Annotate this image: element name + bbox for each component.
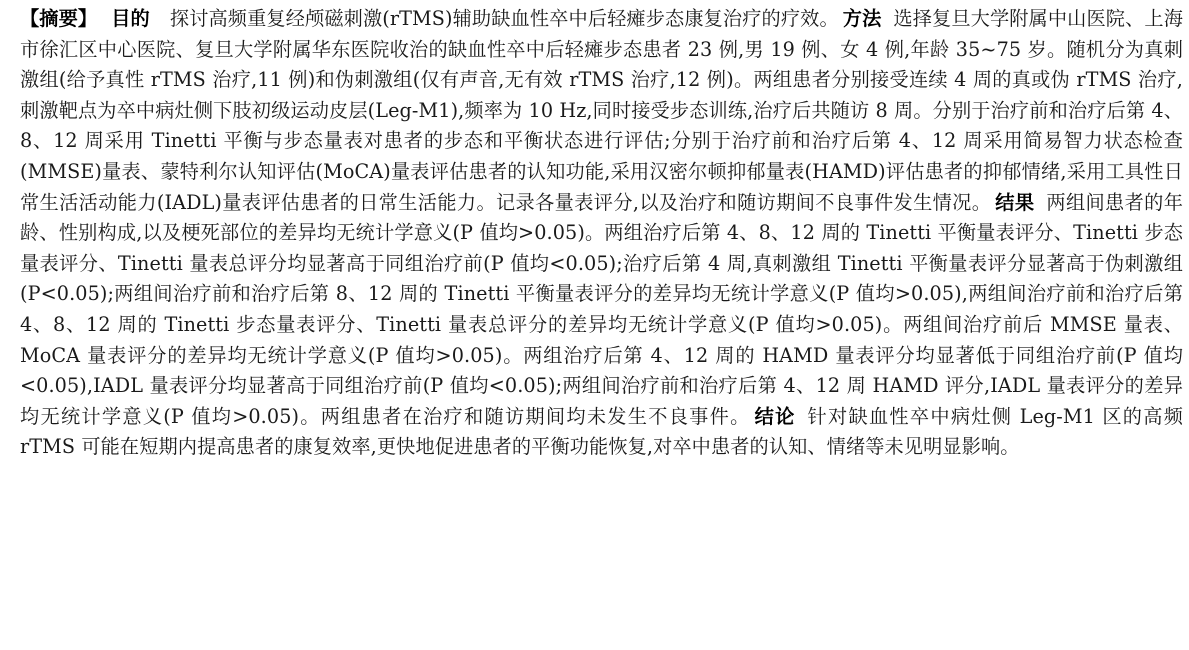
abstract-paragraph [20,4,1183,463]
conclusion-text: 针对缺血性卒中病灶侧 Leg-M1 区的高频 rTMS 可能在短期内提高患者的康复效率,更快地促进患者的平衡功能恢复,对卒中患者的认知、情绪等未见明显影响。 [20,404,1184,459]
objective-text: 探讨高频重复经颅磁刺激(rTMS)辅助缺血性卒中后轻瘫步态康复治疗的疗效。 [169,7,839,30]
results-label: 结果 [995,190,1035,214]
objective-label: 目的 [111,7,150,30]
conclusion-label: 结论 [754,404,796,428]
abstract-tag: 【摘要】 [20,7,98,30]
results-text: 两组间患者的年龄、性别构成,以及梗死部位的差异均无统计学意义(P 值均>0.05)。两组治疗后第 4、8、12 周的 Tinetti 平衡量表评分、Tinetti 步态量表评分、Tinetti 量表总评分均显著高于同组治疗前(P 值均<0.05);治疗后第 4 周,真刺激组 Tinetti 平衡量表评分显著高于伪刺激组(P<0.05);两组间治疗前和治疗后第 8、12 周的 Tinetti 平衡量表评分的差异均无统计学意义(P 值均>0.05),两组间治疗前和治疗后第 4、8、12 周的 Tinetti 步态量表评分、Tinetti 量表总评分的差异均无统计学意义(P 值均>0.05)。两组间治疗前后 MMSE 量表、MoCA 量表评分的差异均无统计学意义(P 值均>0.05)。两组治疗后第 4、12 周的 HAMD 量表评分均显著低于同组治疗前(P 值均<0.05),IADL 量表评分均显著高于同组治疗前(P 值均<0.05);两组间治疗前和治疗后第 4、12 周 HAMD 评分,IADL 量表评分的差异均无统计学意义(P 值均>0.05)。两组患者在治疗和随访期间均未发生不良事件。 [20,190,1183,428]
methods-text: 选择复旦大学附属中山医院、上海市徐汇区中心医院、复旦大学附属华东医院收治的缺血性卒中后轻瘫步态患者 23 例,男 19 例、女 4 例,年龄 35~75 岁。随机分为真刺激组(给予真性 rTMS 治疗,11 例)和伪刺激组(仅有声音,无有效 rTMS 治疗,12 例)。两组患者分别接受连续 4 周的真或伪 rTMS 治疗,刺激靶点为卒中病灶侧下肢初级运动皮层(Leg-M1),频率为 10 Hz,同时接受步态训练,治疗后共随访 8 周。分别于治疗前和治疗后第 4、8、12 周采用 Tinetti 平衡与步态量表对患者的步态和平衡状态进行评估;分别于治疗前和治疗后第 4、12 周采用简易智力状态检查(MMSE)量表、蒙特利尔认知评估(MoCA)量表评估患者的认知功能,采用汉密尔顿抑郁量表(HAMD)评估患者的抑郁情绪,采用工具性日常生活活动能力(IADL)量表评估患者的日常生活能力。记录各量表评分,以及治疗和随访期间不良事件发生情况。 [20,7,1184,214]
methods-label: 方法 [842,7,882,30]
